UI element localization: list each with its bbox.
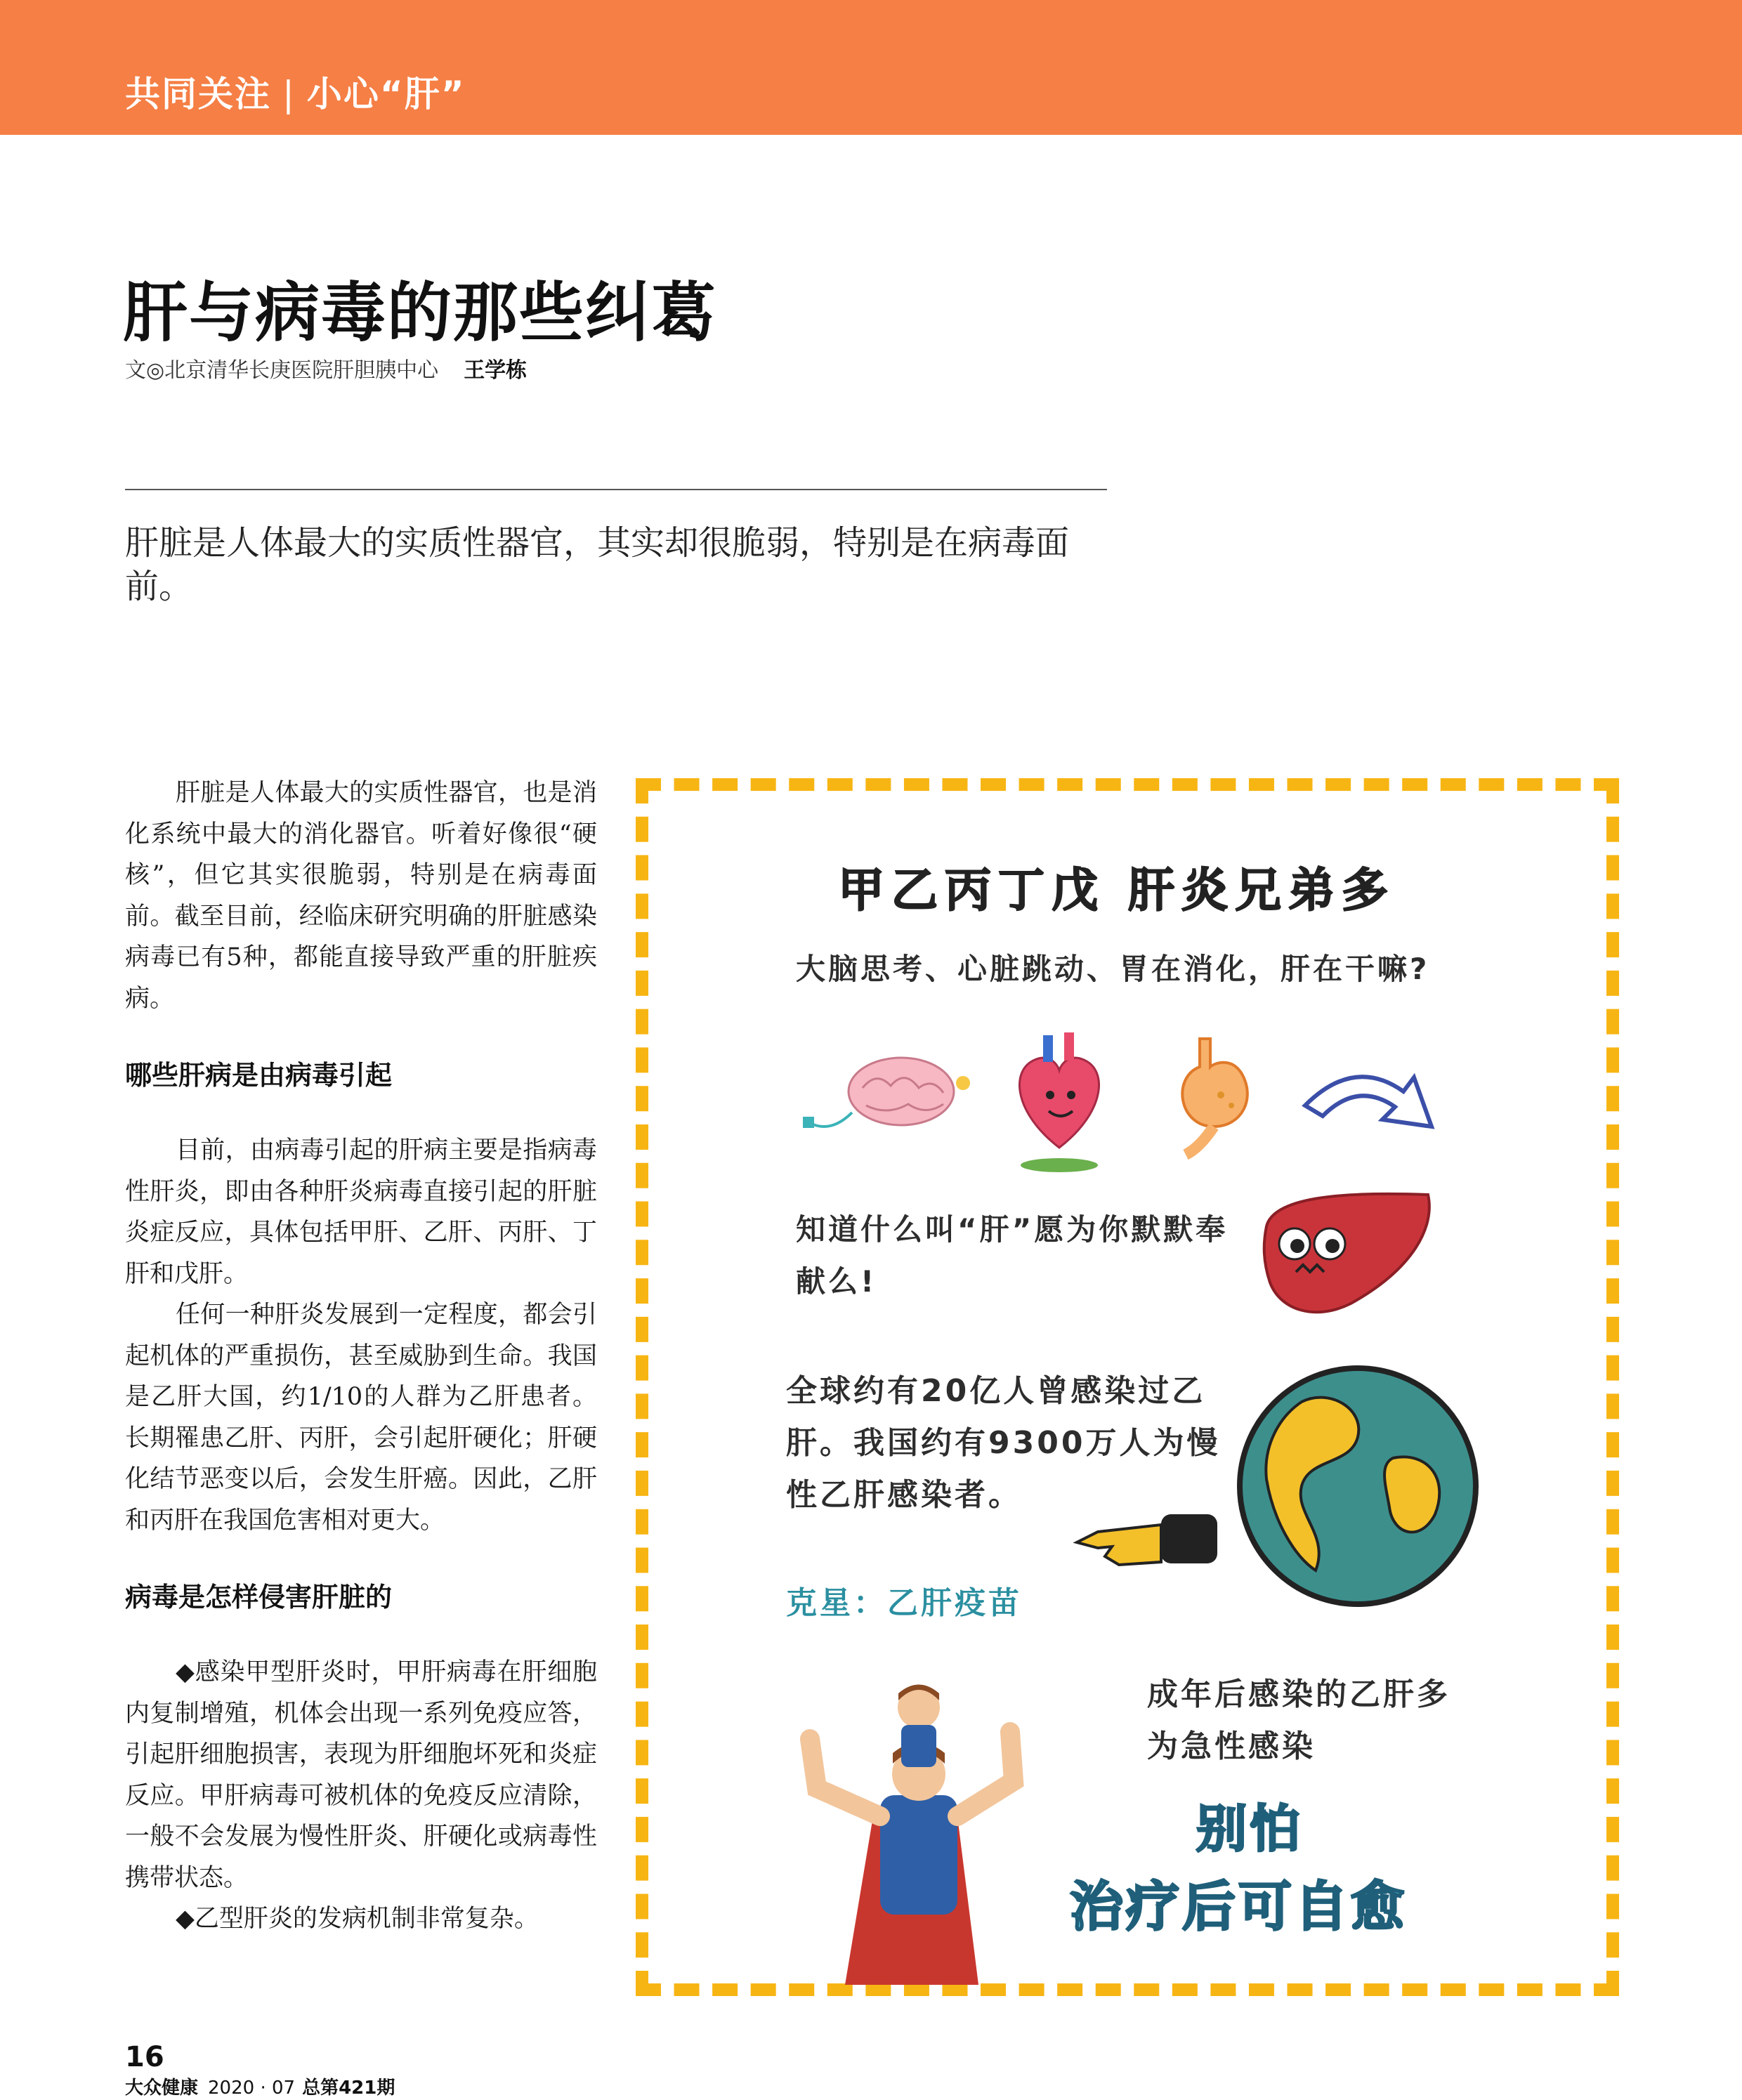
article-title: 肝与病毒的那些纠葛 (123, 275, 718, 350)
intro-paragraph: 肝脏是人体最大的实质性器官，也是消化系统中最大的消化器官。听着好像很“硬核”，但它其实很脆弱，特别是在病毒面前。截至目前，经临床研究明确的肝脏感染病毒已有5种，都能直接导致严重的肝脏疾病。 (125, 779, 597, 1013)
subheading-viral-causes: 哪些肝病是由病毒引起 (125, 1060, 393, 1091)
article-lead: 肝脏是人体最大的实质性器官，其实却很脆弱，特别是在病毒面前。 (125, 523, 1070, 606)
heart-illustration (1007, 1028, 1112, 1176)
pointing-hand-illustration (1070, 1500, 1224, 1584)
section-topic: 小心“肝” (306, 74, 466, 114)
paragraph-hepatitis-harm: 任何一种肝炎发展到一定程度，都会引起机体的严重损伤，甚至威胁到生命。我国是乙肝大国，约1/10的人群为乙肝患者。长期罹患乙肝、丙肝，会引起肝硬化；肝硬化结节恶变以后，会发生肝癌。因此，乙肝和丙肝在我国危害相对更大。 (125, 1301, 597, 1535)
arrow-illustration (1298, 1063, 1460, 1148)
infographic-question-liver: 知道什么叫“肝”愿为你默默奉献么! (796, 1212, 1229, 1299)
paragraph-hepatitis-b: ◆乙型肝炎的发病机制非常复杂。 (176, 1905, 539, 1933)
divider-rule (125, 489, 1107, 490)
paragraph-viral-hepatitis: 目前，由病毒引起的肝病主要是指病毒性肝炎，即由各种肝炎病毒直接引起的肝脏炎症反应，具体包括甲肝、乙肝、丙肝、丁肝和戊肝。 (125, 1136, 597, 1288)
brain-illustration (803, 1049, 971, 1148)
section-banner (0, 0, 1742, 135)
liver-illustration (1252, 1184, 1442, 1325)
paragraph-hepatitis-a: ◆感染甲型肝炎时，甲肝病毒在肝细胞内复制增殖，机体会出现一系列免疫应答，引起肝细胞损害，表现为肝细胞坏死和炎症反应。甲肝病毒可被机体的免疫反应清除，一般不会发展为慢性肝炎、肝硬化或病毒性携带状态。 (125, 1658, 597, 1892)
issue-date: 2020 · 07 (208, 2078, 296, 2099)
byline-author: 王学栋 (464, 358, 528, 383)
magazine-name: 大众健康 (125, 2078, 199, 2099)
superhero-family-illustration (768, 1676, 1063, 1992)
infographic-heading: 甲乙丙丁戊 肝炎兄弟多 (838, 863, 1395, 917)
infographic-adult-infection: 成年后感染的乙肝多为急性感染 (1147, 1676, 1450, 1764)
globe-illustration (1224, 1360, 1484, 1620)
article-byline (125, 353, 527, 383)
infographic-panel (636, 778, 1619, 1996)
section-label (125, 66, 466, 117)
body-column (125, 773, 597, 1940)
stomach-illustration (1172, 1035, 1263, 1162)
infographic-question-organs: 大脑思考、心脏跳动、胃在消化，肝在干嘛? (796, 952, 1430, 986)
subheading-virus-mechanism: 病毒是怎样侵害肝脏的 (125, 1582, 393, 1613)
section-separator: | (282, 74, 296, 114)
infographic-slogan-self-heal: 治疗后可自愈 (1070, 1875, 1407, 1938)
byline-affiliation: 文◎北京清华长庚医院肝胆胰中心 (125, 358, 439, 383)
footer-meta (125, 2073, 395, 2099)
section-name: 共同关注 (125, 74, 271, 114)
infographic-vaccine: 克星：乙肝疫苗 (786, 1585, 1022, 1621)
page-number: 16 (125, 2041, 164, 2073)
infographic-hbv-statistics: 全球约有20亿人曾感染过乙肝。我国约有9300万人为慢性乙肝感染者。 (786, 1373, 1221, 1513)
issue-number: 总第421期 (302, 2078, 395, 2099)
infographic-slogan-dont-fear: 别怕 (1196, 1799, 1304, 1858)
